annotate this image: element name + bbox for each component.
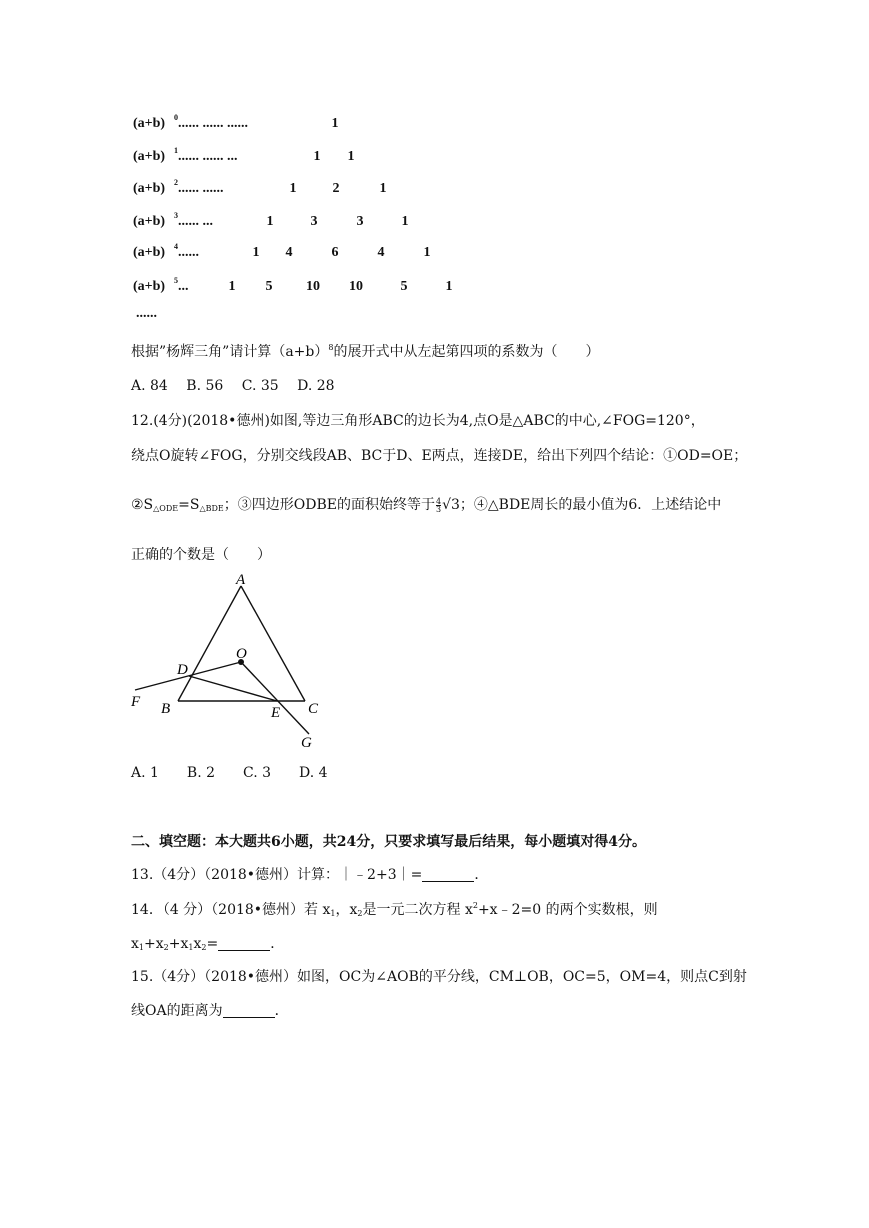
- binomial-coefficient: 10: [349, 279, 363, 294]
- answer-blank[interactable]: [422, 867, 474, 882]
- binomial-coefficient: 1: [423, 245, 431, 260]
- binomial-coefficient: 4: [377, 245, 385, 260]
- binomial-coefficient: 1: [347, 149, 355, 164]
- binomial-coefficient: 5: [265, 279, 273, 294]
- row-binomial: (a+b): [133, 279, 166, 294]
- row-binomial: (a+b): [133, 214, 166, 229]
- row-binomial: (a+b): [133, 181, 166, 196]
- row-dots: ...... ......: [178, 181, 224, 196]
- binomial-coefficient: 1: [252, 245, 260, 260]
- binomial-coefficient: 1: [445, 279, 453, 294]
- q11-options: A. 84 B. 56 C. 35 D. 28: [131, 378, 335, 394]
- triangle-figure: [125, 570, 345, 750]
- label-a: A: [236, 572, 246, 588]
- section-heading: 二、填空题：本大题共6小题，共24分，只要求填写最后结果，每小题填对得4分。: [131, 834, 646, 850]
- row-exponent: 3: [174, 211, 178, 220]
- binomial-coefficient: 10: [306, 279, 320, 294]
- q12-line4: 正确的个数是（ ）: [131, 547, 271, 563]
- fraction: $\frac{4}{3}$: [435, 496, 442, 514]
- ray-og: [241, 662, 309, 734]
- row-dots: ...: [178, 279, 189, 294]
- triangle-row: [133, 276, 473, 299]
- q12-options: A. 1 B. 2 C. 3 D. 4: [131, 765, 328, 781]
- triangle-row: [133, 178, 473, 201]
- triangle-row: [133, 211, 473, 234]
- binomial-coefficient: 1: [289, 181, 297, 196]
- row-dots: ...... ...... ......: [178, 116, 248, 131]
- row-exponent: 2: [174, 178, 178, 187]
- row-binomial: (a+b): [133, 245, 166, 260]
- q11-stem: 根据”杨辉三角”请计算$(a+b)^8$的展开式中从左起第四项的系数为（ ）: [131, 343, 600, 360]
- binomial-coefficient: 1: [228, 279, 236, 294]
- binomial-coefficient: 5: [400, 279, 408, 294]
- q13: 13.（4分）（2018•德州）计算：｜﹣2+3｜= ．: [131, 867, 489, 883]
- binomial-coefficient: 1: [379, 181, 387, 196]
- q14-line1: 14．（4 分）（2018•德州）若 $x_1$，$x_2$是一元二次方程 $x^2+x﹣2=0$ 的两个实数根，则: [131, 901, 658, 918]
- label-d: D: [177, 662, 188, 678]
- q15-line2: 线OA的距离为 ．: [131, 1003, 289, 1019]
- triangle-continuation: ......: [136, 306, 157, 321]
- q14-line2: $x_1+x_2+x_1x_2=$ ．: [131, 936, 285, 952]
- binomial-coefficient: 3: [310, 214, 318, 229]
- row-binomial: (a+b): [133, 149, 166, 164]
- row-dots: ...... ...... ...: [178, 149, 238, 164]
- q12-line2: 绕点O旋转∠FOG，分别交线段AB、BC于D、E两点，连接DE，给出下列四个结论：①OD=OE；: [131, 448, 748, 464]
- q15-line1: 15.（4分）（2018•德州）如图，OC为∠AOB的平分线，CM⊥OB，OC=5，OM=4，则点C到射: [131, 969, 747, 985]
- triangle-row: [133, 242, 473, 265]
- label-c: C: [308, 701, 319, 717]
- label-o: O: [236, 646, 247, 662]
- q12-line1: 12.(4分)(2018•德州)如图,等边三角形ABC的边长为4,点O是△ABC的中心,∠FOG=120°，: [131, 413, 705, 429]
- binomial-coefficient: 1: [331, 116, 339, 131]
- triangle-row: [133, 113, 473, 136]
- row-exponent: 1: [174, 146, 178, 155]
- row-dots: ......: [178, 245, 199, 260]
- row-dots: ...... ...: [178, 214, 213, 229]
- row-binomial: (a+b): [133, 116, 166, 131]
- segment-de: [189, 676, 277, 701]
- side-ab: [178, 586, 241, 701]
- binomial-coefficient: 6: [331, 245, 339, 260]
- binomial-coefficient: 4: [285, 245, 293, 260]
- q12-line3: $②S_{\triangle ODE}=S_{\triangle BDE}$；③四边形ODBE的面积始终等于 $\frac{4}{3}$ √3；④△BDE周长的最小值为6．上述结论中: [131, 496, 722, 514]
- label-f: F: [131, 694, 141, 710]
- answer-blank[interactable]: [218, 936, 270, 951]
- binomial-coefficient: 2: [332, 181, 340, 196]
- binomial-coefficient: 1: [401, 214, 409, 229]
- binomial-coefficient: 3: [356, 214, 364, 229]
- label-b: B: [161, 701, 171, 717]
- binomial-coefficient: 1: [266, 214, 274, 229]
- side-ac: [241, 586, 305, 701]
- label-g: G: [301, 735, 312, 750]
- label-e: E: [271, 705, 281, 721]
- answer-blank[interactable]: [223, 1003, 275, 1018]
- binomial-coefficient: 1: [313, 149, 321, 164]
- triangle-row: [133, 146, 473, 169]
- row-exponent: 4: [174, 242, 178, 251]
- row-exponent: 0: [174, 113, 178, 122]
- row-exponent: 5: [174, 276, 178, 285]
